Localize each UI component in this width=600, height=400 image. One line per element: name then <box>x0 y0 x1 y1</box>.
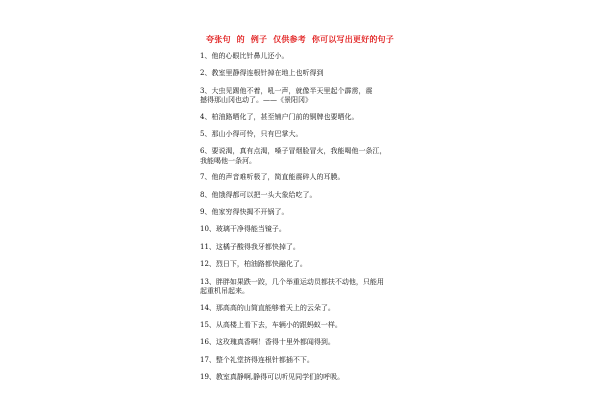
list-item <box>200 356 410 365</box>
item-text-line: 要说渴，真有点渴，嗓子冒烟脸冒火，我能喝他一条江， <box>211 147 387 156</box>
item-number: 5、 <box>200 130 212 139</box>
example-sentence-list <box>200 52 410 391</box>
item-text-line: 这橘子酸得我牙都快掉了。 <box>215 242 300 251</box>
item-number: 1、 <box>200 52 212 60</box>
item-number: 16、 <box>200 338 216 347</box>
item-number: 19、 <box>200 373 216 382</box>
item-text <box>211 69 410 78</box>
item-text-line: 玻璃干净得能当镜子。 <box>215 225 286 234</box>
item-text <box>216 373 410 382</box>
item-text-line: 他的心眼比针鼻儿还小。 <box>211 52 289 60</box>
item-text-line: 他饿得都可以把一头大象给吃了。 <box>211 190 317 199</box>
list-item <box>200 87 410 106</box>
item-text <box>216 356 410 365</box>
list-item <box>200 208 410 217</box>
item-number: 15、 <box>200 320 216 329</box>
list-item <box>200 243 410 252</box>
item-number: 13、 <box>200 277 216 286</box>
list-item <box>200 173 410 182</box>
item-text <box>216 243 410 252</box>
list-item <box>200 147 410 166</box>
item-text <box>211 52 410 61</box>
item-text <box>216 225 410 234</box>
item-number: 3、 <box>200 86 212 95</box>
item-text-line: 柏油路晒化了，甚至铺户门前的铜牌也要晒化。 <box>211 112 359 121</box>
list-item <box>200 373 410 382</box>
item-text <box>216 304 410 313</box>
item-text-line: 教室里静得连根针掉在地上也听得到 <box>211 69 324 78</box>
list-item <box>200 338 410 347</box>
item-number: 6、 <box>200 147 212 156</box>
item-text-line: 从高楼上看下去，车辆小的跟蚂蚁一样。 <box>215 320 342 329</box>
item-text-line: 那高高的山简直能够着天上的云朵了。 <box>215 303 335 312</box>
item-text-line: 教室真静啊,静得可以听见同学们的呼吸。 <box>215 373 345 382</box>
item-text-line: 他家穷得快揭不开锅了。 <box>211 208 289 217</box>
list-item <box>200 278 410 297</box>
item-text-line: 那山小得可怜，只有巴掌大。 <box>211 130 303 139</box>
item-text <box>211 130 410 139</box>
list-item <box>200 225 410 234</box>
item-text-continuation: 我能喝他一条河。 <box>200 156 256 165</box>
list-item <box>200 113 410 122</box>
item-text <box>211 113 410 122</box>
document-title: 夸张句 的 例子 仅供参考 你可以写出更好的句子 <box>206 34 394 44</box>
list-item <box>200 191 410 200</box>
item-number: 11、 <box>200 242 216 251</box>
list-item <box>200 69 410 78</box>
item-text-line: 整个礼堂挤得连根针都插不下。 <box>215 355 314 364</box>
item-text-line: 他的声音难听极了，简直能震碎人的耳膜。 <box>211 173 345 182</box>
item-text <box>216 260 410 269</box>
item-text-line: 胖胖如果跌一跤，几个举重运动员都扶不动他，只能用 <box>215 277 384 286</box>
item-text-line: 烈日下，柏油路都快融化了。 <box>215 260 307 269</box>
list-item <box>200 52 410 61</box>
item-text <box>216 321 410 330</box>
item-number: 14、 <box>200 303 216 312</box>
item-number: 8、 <box>200 190 212 199</box>
item-text <box>200 147 410 166</box>
item-number: 12、 <box>200 260 216 269</box>
item-text <box>211 208 410 217</box>
item-number: 10、 <box>200 225 216 234</box>
item-text <box>216 338 410 347</box>
item-text-line: 这玫瑰真香啊！香得十里外都闻得到。 <box>215 338 335 347</box>
item-text <box>200 86 410 106</box>
item-text <box>211 191 410 200</box>
item-number: 2、 <box>200 69 212 78</box>
item-number: 9、 <box>200 208 212 217</box>
item-text <box>211 173 410 182</box>
list-item <box>200 321 410 330</box>
item-number: 7、 <box>200 173 212 182</box>
item-text-continuation: 撼得那山冈也动了。——《景阳冈》 <box>200 96 312 105</box>
item-text-line: 大虫见踢他不着，吼一声，就像半天里起个霹雳，震 <box>211 86 373 95</box>
list-item <box>200 304 410 313</box>
item-text-continuation: 起重机吊起来。 <box>200 287 249 296</box>
list-item <box>200 260 410 269</box>
item-number: 4、 <box>200 112 212 121</box>
item-number: 17、 <box>200 355 216 364</box>
list-item <box>200 130 410 139</box>
